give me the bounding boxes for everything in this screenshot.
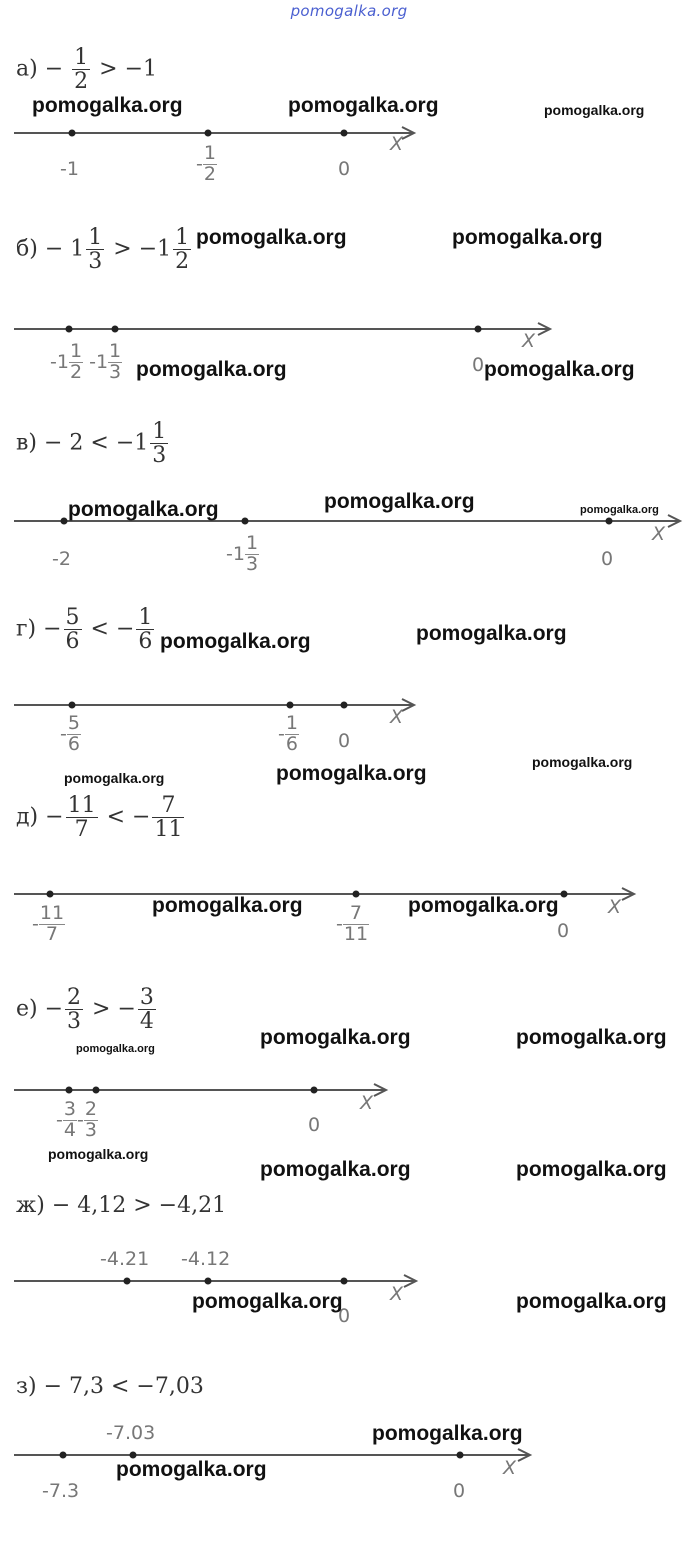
point-b-2 xyxy=(112,326,119,333)
tick-label-e-1 xyxy=(56,1100,98,1141)
fraction-numerator: 1 xyxy=(88,225,103,250)
task-e-statement xyxy=(16,986,158,1033)
point-d-2 xyxy=(353,891,360,898)
point-v-1 xyxy=(61,518,68,525)
task-e-relation: > xyxy=(92,996,111,1022)
tick-label-g-2 xyxy=(278,714,299,755)
watermark: pomogalka.org xyxy=(260,1158,411,1181)
watermark: pomogalka.org xyxy=(516,1026,667,1049)
watermark: pomogalka.org xyxy=(76,1043,155,1055)
axis-label-v: X xyxy=(652,523,666,545)
axis-label-d: X xyxy=(608,896,622,918)
watermark: pomogalka.org xyxy=(324,490,475,513)
fraction-denominator: 2 xyxy=(175,249,190,275)
watermark: pomogalka.org xyxy=(288,94,439,117)
tick-label-zh-1: -4.21 xyxy=(100,1248,150,1270)
axis-label-zh: X xyxy=(390,1283,404,1305)
watermark: pomogalka.org xyxy=(452,226,603,249)
tick-numerator: 11 xyxy=(39,902,65,924)
task-zh-statement xyxy=(16,1193,226,1218)
tick-numerator: 2 xyxy=(84,1098,97,1120)
watermark: pomogalka.org xyxy=(544,102,645,118)
tick-whole: -1 xyxy=(50,350,69,373)
point-v-zero xyxy=(606,518,613,525)
tick-label-e-zero: 0 xyxy=(308,1114,321,1136)
tick-label-a-zero: 0 xyxy=(338,158,351,180)
task-e-letter: е) xyxy=(16,996,38,1022)
tick-label-a-1: -1 xyxy=(60,158,79,180)
point-zh-1 xyxy=(124,1278,131,1285)
point-v-2 xyxy=(242,518,249,525)
task-zh-letter: ж) xyxy=(16,1193,45,1218)
tick-minus: - xyxy=(60,722,67,745)
fraction-denominator: 3 xyxy=(152,443,167,469)
point-a-zero xyxy=(341,130,348,137)
tick-denominator: 6 xyxy=(285,732,298,755)
tick-label-zh-2: -4.12 xyxy=(181,1248,231,1270)
fraction-denominator: 2 xyxy=(74,69,89,95)
tick-minus: - xyxy=(76,1108,84,1131)
tick-denominator: 2 xyxy=(203,162,216,185)
task-a-rhs: −1 xyxy=(124,56,158,82)
tick-denominator: 7 xyxy=(45,922,58,945)
fraction-numerator: 2 xyxy=(67,985,82,1010)
task-d-sign: − xyxy=(45,804,64,830)
watermark: pomogalka.org xyxy=(516,1290,667,1313)
point-zh-zero xyxy=(341,1278,348,1285)
fraction-numerator: 5 xyxy=(65,605,80,630)
tick-whole: -1 xyxy=(226,542,245,565)
task-g-relation: < xyxy=(90,616,109,642)
tick-numerator: 1 xyxy=(245,532,259,554)
watermark: pomogalka.org xyxy=(196,226,347,249)
watermark: pomogalka.org xyxy=(68,498,219,521)
tick-label-z-zero: 0 xyxy=(453,1480,466,1502)
point-a-minus1 xyxy=(69,130,76,137)
fraction-numerator: 1 xyxy=(175,225,190,250)
tick-label-v-zero: 0 xyxy=(601,548,614,570)
tick-label-b-1 xyxy=(50,342,122,383)
tick-whole: -1 xyxy=(89,350,109,373)
point-b-1 xyxy=(66,326,73,333)
watermark: pomogalka.org xyxy=(192,1290,343,1313)
point-g-1 xyxy=(69,702,76,709)
tick-denominator: 11 xyxy=(343,922,369,945)
task-b-statement xyxy=(16,226,193,273)
point-e-1 xyxy=(66,1087,73,1094)
fraction-numerator: 1 xyxy=(74,45,89,70)
tick-denominator: 6 xyxy=(67,732,80,755)
task-e-sign: − xyxy=(117,996,136,1022)
task-g-letter: г) xyxy=(16,616,37,642)
tick-numerator: 5 xyxy=(67,712,80,734)
task-z-inequality: − 7,3 < −7,03 xyxy=(43,1374,204,1399)
task-d-statement xyxy=(16,794,186,841)
site-header-watermark: pomogalka.org xyxy=(290,2,408,20)
watermark: pomogalka.org xyxy=(152,894,303,917)
point-d-1 xyxy=(47,891,54,898)
task-d-sign: − xyxy=(132,804,151,830)
point-g-2 xyxy=(287,702,294,709)
watermark: pomogalka.org xyxy=(32,94,183,117)
watermark: pomogalka.org xyxy=(580,504,659,516)
tick-label-d-zero: 0 xyxy=(557,920,570,942)
point-a-minus-half xyxy=(205,130,212,137)
fraction-denominator: 7 xyxy=(74,817,89,843)
tick-denominator: 3 xyxy=(84,1118,97,1141)
task-g-statement xyxy=(16,606,156,653)
axis-label-e: X xyxy=(360,1092,374,1114)
task-v-lhs: − 2 xyxy=(43,430,84,456)
fraction-numerator: 1 xyxy=(152,419,167,444)
watermark: pomogalka.org xyxy=(64,770,165,786)
tick-label-g-zero: 0 xyxy=(338,730,351,752)
fraction-denominator: 6 xyxy=(65,629,80,655)
point-g-zero xyxy=(341,702,348,709)
task-zh-inequality: − 4,12 > −4,21 xyxy=(51,1193,227,1218)
tick-denominator: 4 xyxy=(63,1118,76,1141)
point-d-zero xyxy=(561,891,568,898)
fraction-denominator: 3 xyxy=(88,249,103,275)
tick-minus: - xyxy=(278,722,285,745)
fraction-denominator: 3 xyxy=(67,1009,82,1035)
task-e-sign: − xyxy=(44,996,64,1022)
axis-label-z: X xyxy=(503,1457,517,1479)
task-a-fraction xyxy=(72,46,90,93)
task-b-rhs: −1 xyxy=(138,236,172,262)
point-e-zero xyxy=(311,1087,318,1094)
tick-label-d-2 xyxy=(336,904,369,945)
task-a-letter: а) xyxy=(16,56,38,82)
task-v-relation: < xyxy=(90,430,109,456)
point-z-zero xyxy=(457,1452,464,1459)
task-g-sign: − xyxy=(115,616,135,642)
tick-numerator: 7 xyxy=(343,904,369,925)
task-v-statement xyxy=(16,420,170,467)
point-zh-2 xyxy=(205,1278,212,1285)
tick-label-z-2: -7.03 xyxy=(106,1422,156,1444)
tick-numerator: 1 xyxy=(203,142,216,164)
task-z-letter: з) xyxy=(16,1374,37,1399)
tick-numerator: 1 xyxy=(69,340,83,362)
tick-label-v-2 xyxy=(226,534,259,575)
task-a-relation: > xyxy=(99,56,118,82)
watermark: pomogalka.org xyxy=(516,1158,667,1181)
axis-label-g: X xyxy=(390,706,404,728)
fraction-numerator: 3 xyxy=(139,985,154,1010)
tick-denominator: 3 xyxy=(109,360,122,383)
point-b-zero xyxy=(475,326,482,333)
tick-numerator: 1 xyxy=(285,712,298,734)
watermark: pomogalka.org xyxy=(416,622,567,645)
tick-denominator: 3 xyxy=(245,552,259,575)
watermark: pomogalka.org xyxy=(260,1026,411,1049)
task-b-lhs: − 1 xyxy=(44,236,85,262)
tick-minus: - xyxy=(336,912,343,935)
point-e-2 xyxy=(93,1087,100,1094)
fraction-numerator: 7 xyxy=(152,794,184,818)
tick-label-v-1: -2 xyxy=(52,548,71,570)
tick-label-a-2 xyxy=(196,144,217,185)
fraction-denominator: 6 xyxy=(138,629,153,655)
axis-label-b: X xyxy=(522,330,536,352)
point-z-1 xyxy=(60,1452,67,1459)
watermark: pomogalka.org xyxy=(484,358,635,381)
tick-minus: - xyxy=(196,152,203,175)
fraction-numerator: 11 xyxy=(67,793,96,818)
tick-label-g-1 xyxy=(60,714,81,755)
fraction-denominator: 11 xyxy=(154,817,183,843)
task-z-statement xyxy=(16,1374,204,1399)
task-b-letter: б) xyxy=(16,236,38,262)
watermark: pomogalka.org xyxy=(276,762,427,785)
tick-label-b-zero: 0 xyxy=(472,354,485,376)
task-a-sign: − xyxy=(44,56,64,82)
tick-numerator: 1 xyxy=(109,340,122,362)
tick-label-zh-zero: 0 xyxy=(338,1305,351,1327)
task-d-relation: < xyxy=(106,804,126,830)
tick-label-d-1 xyxy=(32,904,65,945)
watermark: pomogalka.org xyxy=(48,1146,149,1162)
task-d-letter: д) xyxy=(16,804,39,830)
watermark: pomogalka.org xyxy=(372,1422,523,1445)
task-a-statement xyxy=(16,46,157,93)
axis-label-a: X xyxy=(390,133,404,155)
watermark: pomogalka.org xyxy=(408,894,559,917)
watermark: pomogalka.org xyxy=(136,358,287,381)
tick-numerator: 3 xyxy=(63,1098,76,1120)
watermark: pomogalka.org xyxy=(160,630,311,653)
fraction-denominator: 4 xyxy=(139,1009,154,1035)
fraction-numerator: 1 xyxy=(138,605,153,630)
tick-minus: - xyxy=(56,1108,63,1131)
tick-minus: - xyxy=(32,912,39,935)
task-g-sign: − xyxy=(43,616,62,642)
tick-label-z-1: -7.3 xyxy=(42,1480,80,1502)
task-v-letter: в) xyxy=(16,430,37,456)
watermark: pomogalka.org xyxy=(532,754,633,770)
watermark: pomogalka.org xyxy=(116,1458,267,1481)
task-b-relation: > xyxy=(113,236,132,262)
task-v-rhs: −1 xyxy=(115,430,149,456)
tick-denominator: 2 xyxy=(69,360,83,383)
